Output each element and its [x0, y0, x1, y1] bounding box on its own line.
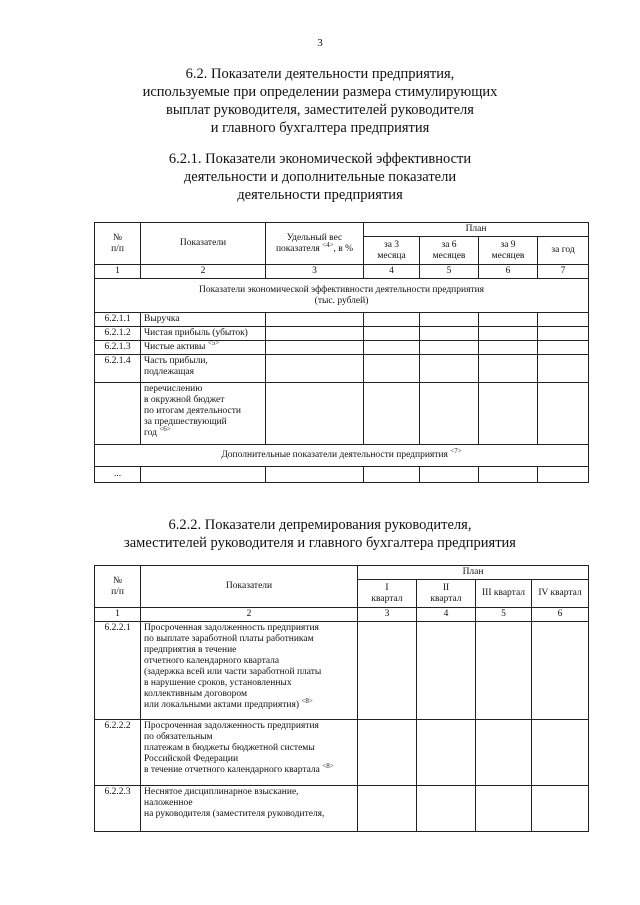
table-row: 6.2.2.1 Просроченная задолженность предприятия по выплате заработной платы работникам предприятия в течение отчетного календарного квартала (задержка всей или части заработной платы в нарушение сроков, установленных коллективным договором или локальными актами предприятия) $^{<8>}$: [95, 622, 589, 720]
header-quarter-1: I квартал: [358, 580, 417, 608]
col-number: 2: [141, 608, 358, 622]
subsection-title-line: заместителей руководителя и главного бухгалтера предприятия: [124, 535, 516, 551]
subsection-title-line: деятельности предприятия: [237, 187, 403, 203]
header-num: № п/п: [95, 223, 141, 265]
table-row: 6.2.1.4 Часть прибыли, подлежащая: [95, 355, 589, 383]
table-row: 6.2.1.1 Выручка: [95, 313, 589, 327]
efficiency-table: [94, 222, 589, 483]
subsection-title-line: 6.2.2. Показатели депремирования руководителя,: [168, 517, 472, 533]
section-title-line: выплат руководителя, заместителей руководителя: [166, 102, 474, 118]
header-quarter-3: III квартал: [476, 580, 532, 608]
header-indicators: Показатели: [141, 566, 358, 608]
col-number: 1: [95, 265, 141, 279]
header-period-3m: за 3 месяца: [364, 237, 420, 265]
header-period-6m: за 6 месяцев: [420, 237, 479, 265]
table-row: 6.2.2.2 Просроченная задолженность предприятия по обязательным платежам в бюджеты бюджетной системы Российской Федерации в течение отчетного календарного квартала $^{<8>}$: [95, 720, 589, 786]
header-period-9m: за 9 месяцев: [479, 237, 538, 265]
col-number: 6: [532, 608, 589, 622]
subsection-title-2: [0, 516, 640, 552]
col-number: 5: [476, 608, 532, 622]
group-header-additional: Дополнительные показатели деятельности предприятия $^{<7>}$: [95, 445, 589, 467]
col-number: 6: [479, 265, 538, 279]
table-row: 6.2.2.3 Неснятое дисциплинарное взыскание, наложенное на руководителя (заместителя руководителя,: [95, 786, 589, 832]
col-number: 3: [266, 265, 364, 279]
group-header-economic: Показатели экономической эффективности деятельности предприятия (тыс. рублей): [95, 279, 589, 313]
col-number: 7: [538, 265, 589, 279]
header-quarter-4: IV квартал: [532, 580, 589, 608]
col-number: 1: [95, 608, 141, 622]
col-number: 2: [141, 265, 266, 279]
table-row: ...: [95, 467, 589, 483]
col-number: 5: [420, 265, 479, 279]
section-title-line: используемые при определении размера стимулирующих: [142, 84, 498, 100]
header-period-year: за год: [538, 237, 589, 265]
header-plan: План: [358, 566, 589, 580]
header-num: № п/п: [95, 566, 141, 608]
col-number: 4: [417, 608, 476, 622]
subsection-title-1: [0, 150, 640, 204]
col-number: 4: [364, 265, 420, 279]
col-number: 3: [358, 608, 417, 622]
section-title-line: 6.2. Показатели деятельности предприятия,: [185, 66, 455, 82]
depremium-table: [94, 565, 589, 832]
header-plan: План: [364, 223, 589, 237]
subsection-title-line: деятельности и дополнительные показатели: [183, 169, 457, 185]
header-quarter-2: II квартал: [417, 580, 476, 608]
table-row: 6.2.1.3 Чистые активы $^{<5>}$: [95, 341, 589, 355]
section-title-line: и главного бухгалтера предприятия: [210, 120, 430, 136]
header-weight: Удельный вес показателя $^{<4>}$, в %: [266, 223, 364, 265]
header-indicators: Показатели: [141, 223, 266, 265]
subsection-title-line: 6.2.1. Показатели экономической эффективности: [168, 151, 472, 167]
page-number: 3: [317, 37, 323, 49]
table-row: 6.2.1.2 Чистая прибыль (убыток): [95, 327, 589, 341]
section-title: [0, 65, 640, 137]
table-row: перечислению в окружной бюджет по итогам деятельности за предшествующий год $^{<6>}$: [95, 383, 589, 445]
